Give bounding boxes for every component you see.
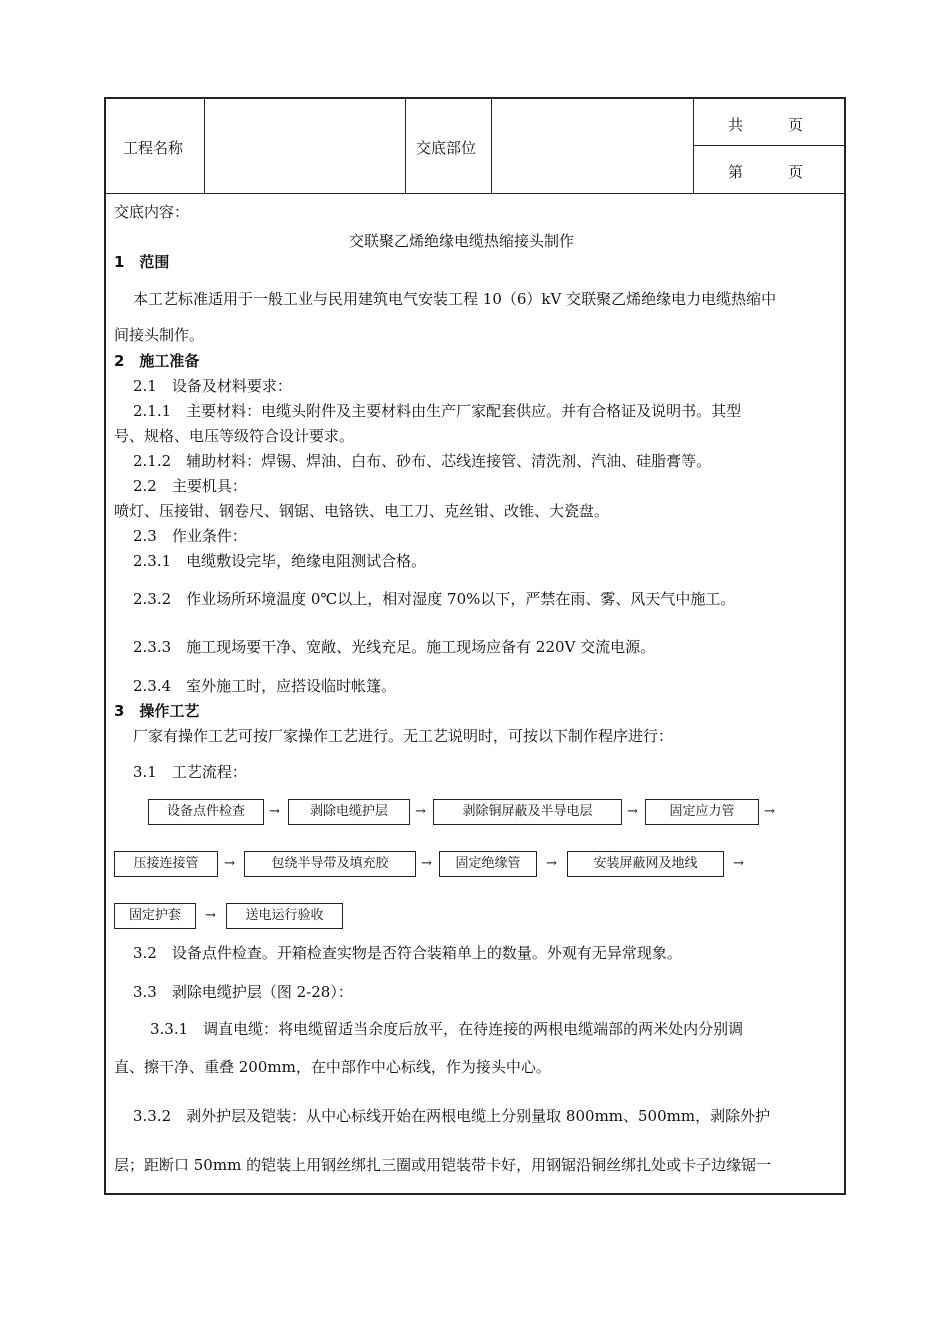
section-1-heading: 1 范围	[114, 253, 170, 271]
subsection: 2.3 作业条件：	[133, 527, 247, 545]
flow-step: 固定应力管	[645, 799, 759, 825]
paragraph: 喷灯、压接钳、钢卷尺、钢锯、电铬铁、电工刀、克丝钳、改锥、大瓷盘。	[114, 502, 610, 520]
section-3-heading: 3 操作工艺	[114, 702, 200, 720]
paragraph: 2.3.2 作业场所环境温度 0℃以上，相对湿度 70%以下，严禁在雨、雾、风天气中施工。	[133, 590, 736, 608]
section-2-heading: 2 施工准备	[114, 352, 200, 370]
form-header	[106, 99, 844, 194]
subsection: 2.1 设备及材料要求：	[133, 377, 292, 395]
paragraph: 本工艺标准适用于一般工业与民用建筑电气安装工程 10（6）kV 交联聚乙烯绝缘电力电缆热缩中	[133, 290, 777, 308]
arrow-right-icon: →	[269, 804, 280, 819]
flow-step: 包绕半导带及填充胶	[244, 851, 416, 877]
intro-label: 交底内容：	[114, 203, 190, 221]
arrow-right-icon: →	[733, 856, 744, 871]
paragraph: 2.3.4 室外施工时，应搭设临时帐篷。	[133, 677, 397, 695]
subsection: 3.3 剥除电缆护层（图 2-28）：	[133, 983, 353, 1001]
paragraph: 间接头制作。	[114, 326, 205, 344]
divider	[491, 99, 492, 193]
flow-step: 压接连接管	[114, 851, 218, 877]
flow-step: 设备点件检查	[148, 799, 264, 825]
arrow-right-icon: →	[627, 804, 638, 819]
divider	[694, 145, 844, 146]
divider	[693, 99, 694, 193]
flow-step: 固定护套	[114, 903, 196, 929]
flow-step: 送电运行验收	[226, 903, 343, 929]
paragraph: 2.3.1 电缆敷设完毕，绝缘电阻测试合格。	[133, 552, 427, 570]
paragraph: 直、擦干净、重叠 200mm，在中部作中心标线，作为接头中心。	[114, 1058, 551, 1076]
page-number: 第 页	[728, 163, 804, 181]
paragraph: 2.3.3 施工现场要干净、宽敞、光线充足。施工现场应备有 220V 交流电源。	[133, 638, 656, 656]
location-label: 交底部位	[416, 139, 477, 157]
paragraph: 号、规格、电压等级符合设计要求。	[114, 427, 355, 445]
subsection: 3.2 设备点件检查。开箱检查实物是否符合装箱单上的数量。外观有无异常现象。	[133, 944, 682, 962]
paragraph: 3.3.2 剥外护层及铠装：从中心标线开始在两根电缆上分别量取 800mm、500mm，剥除外护	[133, 1107, 771, 1125]
paragraph: 厂家有操作工艺可按厂家操作工艺进行。无工艺说明时，可按以下制作程序进行：	[133, 727, 674, 745]
paragraph: 层；距断口 50mm 的铠装上用钢丝绑扎三圈或用铠装带卡好，用钢锯沿铜丝绑扎处或卡子边缘锯一	[114, 1156, 772, 1174]
document-title: 交联聚乙烯绝缘电缆热缩接头制作	[349, 232, 575, 250]
arrow-right-icon: →	[415, 804, 426, 819]
arrow-right-icon: →	[764, 804, 775, 819]
arrow-right-icon: →	[205, 908, 216, 923]
total-pages: 共 页	[728, 116, 804, 134]
project-name-label: 工程名称	[123, 139, 184, 157]
arrow-right-icon: →	[421, 856, 432, 871]
divider	[204, 99, 205, 193]
arrow-right-icon: →	[224, 856, 235, 871]
paragraph: 2.1.2 辅助材料：焊锡、焊油、白布、砂布、芯线连接管、清洗剂、汽油、硅脂膏等。	[133, 452, 712, 470]
subsection: 3.1 工艺流程：	[133, 763, 247, 781]
paragraph: 2.1.1 主要材料：电缆头附件及主要材料由生产厂家配套供应。并有合格证及说明书。其型	[133, 402, 742, 420]
divider	[405, 99, 406, 193]
subsection: 2.2 主要机具：	[133, 477, 247, 495]
flow-step: 安装屏蔽网及地线	[567, 851, 724, 877]
flow-step: 剥除电缆护层	[288, 799, 410, 825]
flow-step: 剥除铜屏蔽及半导电层	[433, 799, 622, 825]
arrow-right-icon: →	[546, 856, 557, 871]
flow-step: 固定绝缘管	[439, 851, 537, 877]
paragraph: 3.3.1 调直电缆：将电缆留适当余度后放平，在待连接的两根电缆端部的两米处内分别调	[150, 1020, 744, 1038]
